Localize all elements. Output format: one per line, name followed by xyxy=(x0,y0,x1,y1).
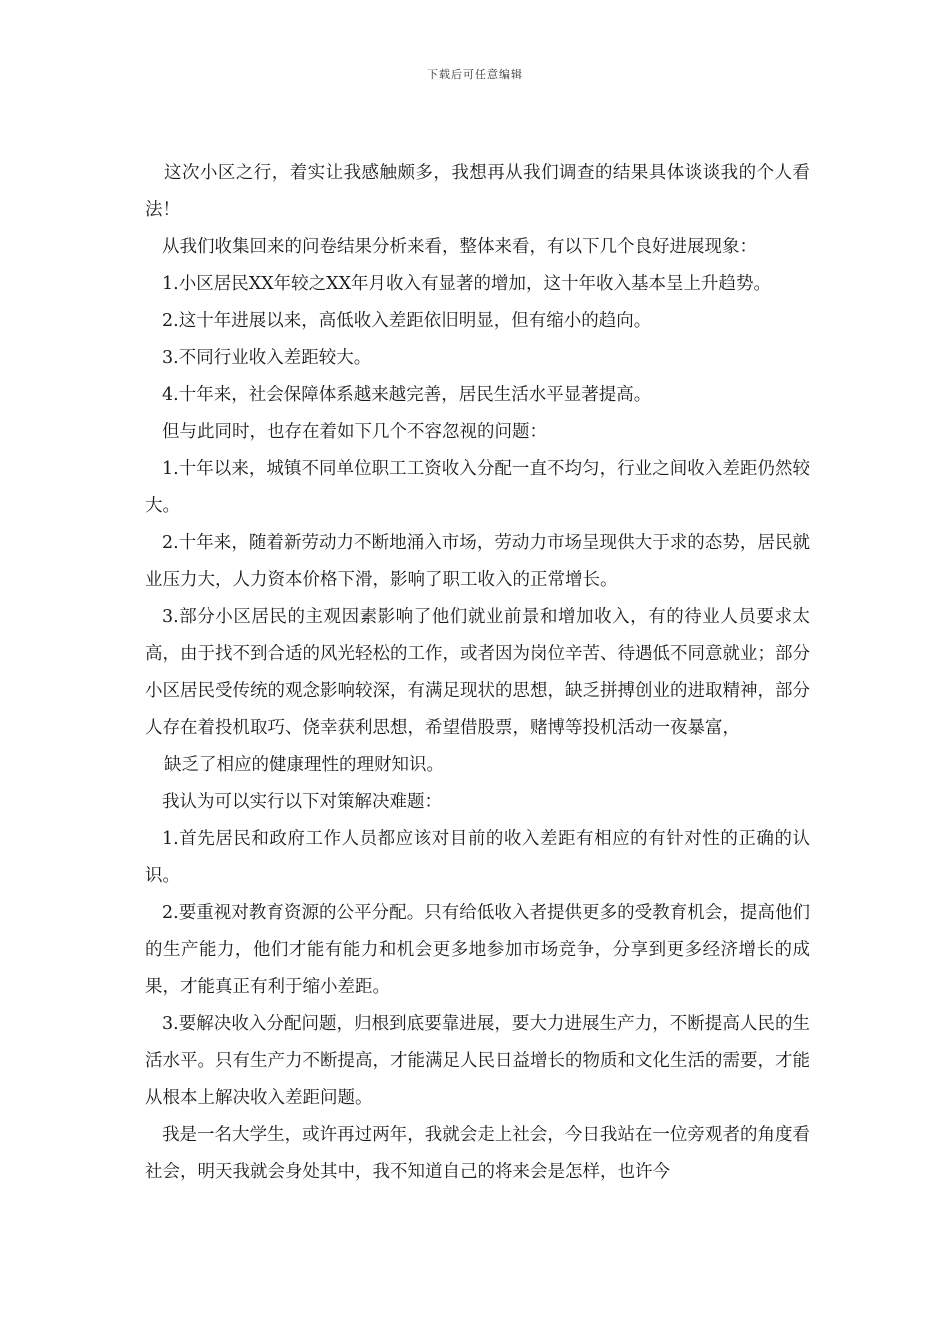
paragraph-solution-1: 1.首先居民和政府工作人员都应该对目前的收入差距有相应的有针对性的正确的认识。 xyxy=(145,829,810,886)
paragraph-positive-4: 4.十年来，社会保障体系越来越完善，居民生活水平显著提高。 xyxy=(162,385,652,405)
paragraph-solutions-heading: 我认为可以实行以下对策解决难题： xyxy=(162,792,442,812)
paragraph-solution-3: 3.要解决收入分配问题，归根到底要靠进展，要大力进展生产力，不断提高人民的生活水平。只有生产力不断提高，才能满足人民日益增长的物质和文化生活的需要，才能从根本上解决收入差距问题。 xyxy=(145,1014,810,1108)
paragraph-problems-heading: 但与此同时，也存在着如下几个不容忽视的问题： xyxy=(162,422,547,442)
paragraph-problem-1: 1.十年以来，城镇不同单位职工工资收入分配一直不均匀，行业之间收入差距仍然较大。 xyxy=(145,459,810,516)
paragraph-problem-3: 3.部分小区居民的主观因素影响了他们就业前景和增加收入，有的待业人员要求太高，由于找不到合适的风光轻松的工作，或者因为岗位辛苦、待遇低不同意就业；部分小区居民受传统的观念影响较深，有满足现状的思想，缺乏拼搏创业的进取精神，部分人存在着投机取巧、侥幸获利思想，希望借股票，赌博等投机活动一夜暴富， xyxy=(145,607,810,738)
paragraph-positive-heading: 从我们收集回来的问卷结果分析来看，整体来看，有以下几个良好进展现象： xyxy=(162,237,757,257)
paragraph-problem-2: 2.十年来，随着新劳动力不断地涌入市场，劳动力市场呈现供大于求的态势，居民就业压力大，人力资本价格下滑，影响了职工收入的正常增长。 xyxy=(145,533,810,590)
paragraph-solution-2: 2.要重视对教育资源的公平分配。只有给低收入者提供更多的受教育机会，提高他们的生产能力，他们才能有能力和机会更多地参加市场竞争，分享到更多经济增长的成果，才能真正有利于缩小差距。 xyxy=(145,903,810,997)
paragraph-closing: 我是一名大学生，或许再过两年，我就会走上社会，今日我站在一位旁观者的角度看社会，明天我就会身处其中，我不知道自己的将来会是怎样，也许今 xyxy=(145,1125,810,1182)
paragraph-positive-1: 1.小区居民XX年较之XX年月收入有显著的增加，这十年收入基本呈上升趋势。 xyxy=(162,274,772,294)
paragraph-problem-3-continued: 缺乏了相应的健康理性的理财知识。 xyxy=(164,755,444,775)
page-header: 下载后可任意编辑 xyxy=(427,68,523,81)
paragraph-positive-2: 2.这十年进展以来，高低收入差距依旧明显，但有缩小的趋向。 xyxy=(162,311,652,331)
document-body xyxy=(145,155,810,1191)
paragraph-intro: 这次小区之行，着实让我感触颇多，我想再从我们调查的结果具体谈谈我的个人看法！ xyxy=(145,163,810,220)
paragraph-positive-3: 3.不同行业收入差距较大。 xyxy=(162,348,372,368)
